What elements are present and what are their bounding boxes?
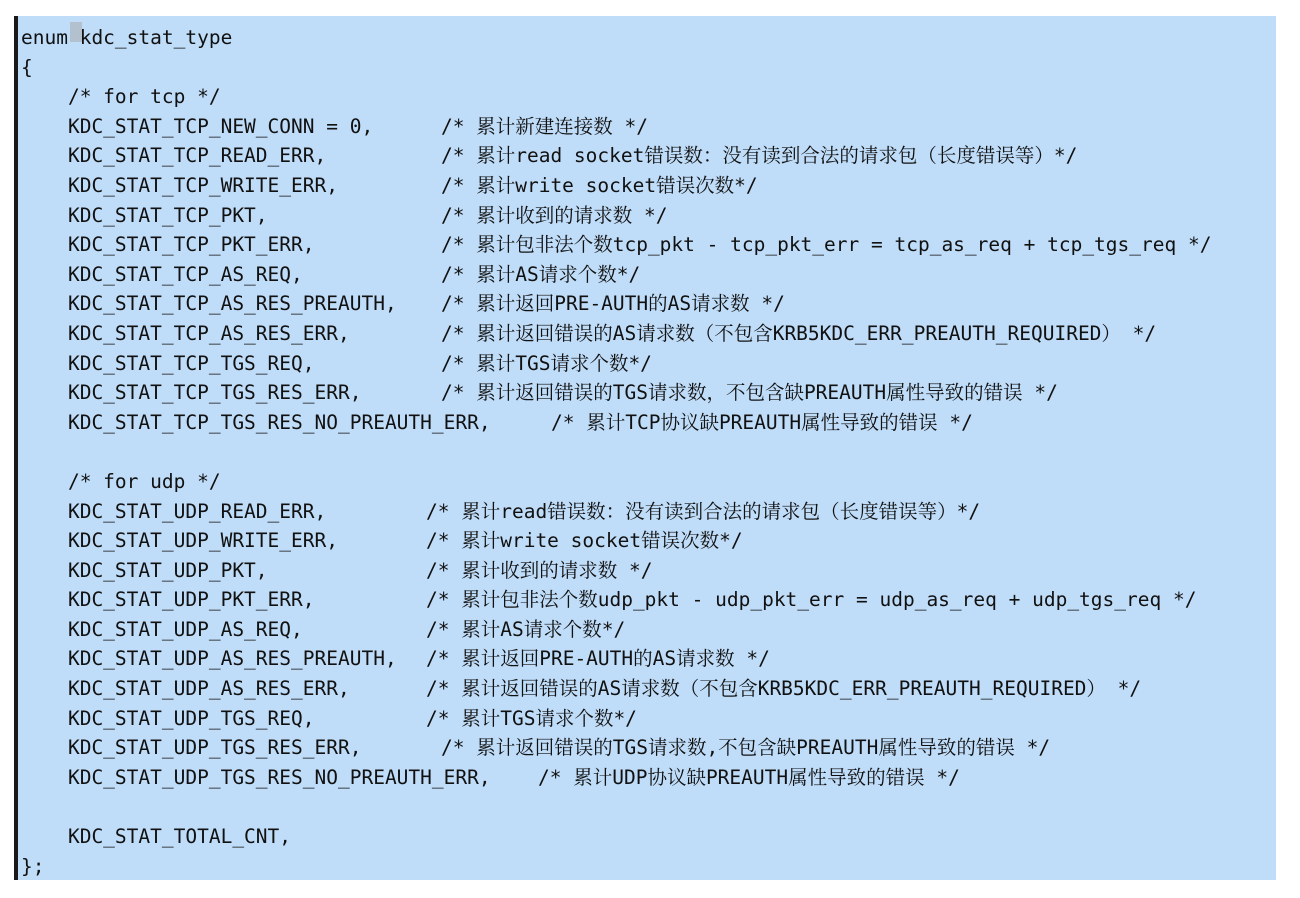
code-line <box>21 852 491 882</box>
code-text: KDC_STAT_TCP_AS_REQ, <box>21 262 303 286</box>
code-comment: /* 累计AS请求个数*/ <box>426 617 626 641</box>
code-comment: /* 累计包非法个数udp_pkt - udp_pkt_err = udp_as_req + udp_tgs_req */ <box>426 588 1197 612</box>
code-comment: /* 累计包非法个数tcp_pkt - tcp_pkt_err = tcp_as_req + tcp_tgs_req */ <box>441 233 1212 257</box>
code-text: KDC_STAT_UDP_PKT, <box>21 558 268 582</box>
code-text: KDC_STAT_UDP_READ_ERR, <box>21 499 327 523</box>
code-comment: /* 累计TGS请求个数*/ <box>441 351 652 375</box>
code-text: KDC_STAT_TCP_PKT, <box>21 203 268 227</box>
code-text: { <box>21 55 33 79</box>
code-line <box>21 23 491 53</box>
code-text: KDC_STAT_TCP_WRITE_ERR, <box>21 173 338 197</box>
code-line <box>21 497 981 527</box>
code-line <box>21 408 973 438</box>
code-line <box>21 822 491 852</box>
code-line <box>21 615 626 645</box>
code-comment: /* 累计AS请求个数*/ <box>441 262 641 286</box>
code-comment: /* 累计read socket错误数：没有读到合法的请求包（长度错误等）*/ <box>441 144 1078 168</box>
code-text: KDC_STAT_UDP_TGS_RES_NO_PREAUTH_ERR, <box>21 765 491 789</box>
code-text: KDC_STAT_TCP_AS_RES_ERR, <box>21 321 350 345</box>
code-text: KDC_STAT_TCP_PKT_ERR, <box>21 233 315 257</box>
code-line <box>21 437 491 467</box>
code-text: KDC_STAT_TCP_NEW_CONN = 0, <box>21 114 374 138</box>
code-comment: /* 累计write socket错误次数*/ <box>426 529 743 553</box>
code-text: KDC_STAT_TCP_TGS_RES_ERR, <box>21 381 362 405</box>
code-text: KDC_STAT_TOTAL_CNT, <box>21 825 292 849</box>
code-line <box>21 674 1142 704</box>
code-line <box>21 171 758 201</box>
code-editor[interactable] <box>14 16 1276 880</box>
code-line <box>21 585 1197 615</box>
code-text: KDC_STAT_UDP_TGS_REQ, <box>21 706 315 730</box>
code-text: KDC_STAT_UDP_AS_RES_PREAUTH, <box>21 647 397 671</box>
code-line <box>21 526 743 556</box>
code-comment: /* 累计write socket错误次数*/ <box>441 173 758 197</box>
code-line <box>21 82 491 112</box>
code-comment: /* 累计返回错误的TGS请求数,不包含缺PREAUTH属性导致的错误 */ <box>441 736 1051 760</box>
code-line <box>21 53 491 83</box>
code-text: KDC_STAT_TCP_TGS_RES_NO_PREAUTH_ERR, <box>21 410 491 434</box>
code-line <box>21 349 652 379</box>
code-text: KDC_STAT_TCP_TGS_REQ, <box>21 351 315 375</box>
code-text: }; <box>21 854 45 878</box>
code-line <box>21 792 491 822</box>
code-line <box>21 230 1212 260</box>
code-line <box>21 201 668 231</box>
code-line <box>21 644 770 674</box>
code-text: KDC_STAT_TCP_READ_ERR, <box>21 144 327 168</box>
code-line <box>21 378 1058 408</box>
code-line <box>21 556 653 586</box>
code-text: KDC_STAT_UDP_PKT_ERR, <box>21 588 315 612</box>
code-comment: /* 累计返回PRE-AUTH的AS请求数 */ <box>441 292 785 316</box>
code-comment: /* 累计返回错误的TGS请求数，不包含缺PREAUTH属性导致的错误 */ <box>441 381 1058 405</box>
code-line <box>21 704 637 734</box>
code-text: /* for tcp */ <box>21 85 221 109</box>
code-comment: /* 累计新建连接数 */ <box>441 114 648 138</box>
code-comment: /* 累计TCP协议缺PREAUTH属性导致的错误 */ <box>551 410 973 434</box>
code-line <box>21 733 1051 763</box>
code-text: enum kdc_stat_type <box>21 26 233 49</box>
code-text: KDC_STAT_UDP_WRITE_ERR, <box>21 529 338 553</box>
code-text: /* for udp */ <box>21 469 221 493</box>
code-comment: /* 累计返回错误的AS请求数（不包含KRB5KDC_ERR_PREAUTH_REQUIRED） */ <box>441 321 1157 345</box>
code-comment: /* 累计read错误数：没有读到合法的请求包（长度错误等）*/ <box>426 499 981 523</box>
code-text: KDC_STAT_UDP_AS_RES_ERR, <box>21 677 350 701</box>
code-line <box>21 289 785 319</box>
code-line <box>21 763 960 793</box>
code-line <box>21 319 1157 349</box>
code-block <box>21 23 1212 881</box>
code-line <box>21 260 641 290</box>
code-comment: /* 累计TGS请求个数*/ <box>426 706 637 730</box>
code-comment: /* 累计返回PRE-AUTH的AS请求数 */ <box>426 647 770 671</box>
code-comment: /* 累计UDP协议缺PREAUTH属性导致的错误 */ <box>538 765 960 789</box>
code-line <box>21 112 648 142</box>
code-line <box>21 467 491 497</box>
code-text: KDC_STAT_UDP_AS_REQ, <box>21 617 303 641</box>
code-text: KDC_STAT_UDP_TGS_RES_ERR, <box>21 736 362 760</box>
code-text: KDC_STAT_TCP_AS_RES_PREAUTH, <box>21 292 397 316</box>
code-comment: /* 累计返回错误的AS请求数（不包含KRB5KDC_ERR_PREAUTH_REQUIRED） */ <box>426 677 1142 701</box>
code-line <box>21 141 1078 171</box>
code-comment: /* 累计收到的请求数 */ <box>441 203 668 227</box>
code-comment: /* 累计收到的请求数 */ <box>426 558 653 582</box>
